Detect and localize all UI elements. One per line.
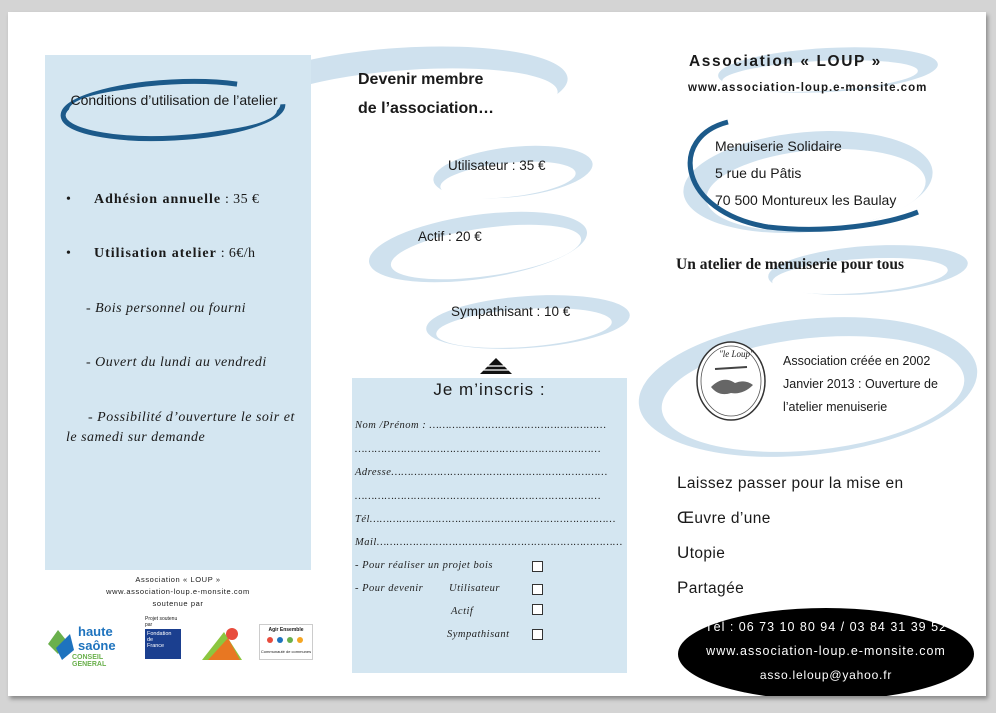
footer-association: Association « LOUP » <box>135 575 221 584</box>
acronym-motto: Laissez passer pour la mise en Œuvre d’une Utopie Partagée <box>677 473 904 597</box>
subitem-possibilite: - Possibilité d’ouverture le soir et le samedi sur demande <box>66 410 295 445</box>
tel-field[interactable]: Tél………………………………………………………………… <box>355 514 616 525</box>
form-title: Je m’inscris : <box>433 380 546 399</box>
brochure-page <box>8 12 986 696</box>
adresse-field-line2[interactable]: ………………………………………………………………… <box>355 491 601 502</box>
bullet-utilisation: • Utilisation atelier : 6€/h <box>66 246 256 261</box>
tier-sympathisant: Sympathisant : 10 € <box>451 304 571 319</box>
agir-ensemble-logo: Agir Ensemble Communauté de communes <box>259 624 313 660</box>
footer-soutenue: soutenue par <box>152 599 204 608</box>
tier-actif: Actif : 20 € <box>418 229 482 244</box>
tagline: Un atelier de menuiserie pour tous <box>676 256 905 273</box>
nom-prenom-field[interactable]: Nom /Prénom : ……………………………………………… <box>355 420 607 431</box>
utilisateur-option-label: Utilisateur <box>449 583 501 594</box>
contact-phone: Tél : 06 73 10 80 94 / 03 84 31 39 52 <box>704 620 948 634</box>
subitem-ouvert: - Ouvert du lundi au vendredi <box>86 355 267 370</box>
address-block: Menuiserie Solidaire 5 rue du Pâtis 70 500 Montureux les Baulay <box>715 138 897 208</box>
loup-stamp-logo: "le Loup" <box>693 339 769 423</box>
bullet-adhesion: • Adhésion annuelle : 35 € <box>66 192 260 207</box>
actif-option-label: Actif <box>451 606 474 617</box>
fondation-de-france-logo: Projet soutenu par Fondation de France <box>145 616 181 660</box>
projet-bois-label: - Pour réaliser un projet bois <box>355 560 493 571</box>
footer-website: www.association-loup.e-monsite.com <box>106 587 250 596</box>
association-title: Association « LOUP » <box>689 53 882 70</box>
adresse-field[interactable]: Adresse………………………………………………………… <box>355 467 608 478</box>
history-block: Association créée en 2002 Janvier 2013 : Ouverture de l’atelier menuiserie <box>783 354 938 414</box>
devenir-membre-heading: Devenir membre de l’association… <box>358 71 495 117</box>
nom-prenom-field-line2[interactable]: ………………………………………………………………… <box>355 444 601 455</box>
mail-field[interactable]: Mail………………………………………………………………… <box>355 537 623 548</box>
subitem-bois: - Bois personnel ou fourni <box>86 301 246 316</box>
association-website[interactable]: www.association-loup.e-monsite.com <box>688 82 928 94</box>
contact-email[interactable]: asso.leloup@yahoo.fr <box>759 668 893 682</box>
sympathisant-option-label: Sympathisant <box>447 629 510 640</box>
devenir-label: - Pour devenir <box>355 583 424 594</box>
contact-website[interactable]: www.association-loup.e-monsite.com <box>706 644 946 658</box>
haute-saone-logo: haute saône CONSEIL GENERAL <box>44 620 136 666</box>
tier-utilisateur: Utilisateur : 35 € <box>448 158 546 173</box>
conditions-title: Conditions d’utilisation de l’atelier <box>70 92 278 108</box>
